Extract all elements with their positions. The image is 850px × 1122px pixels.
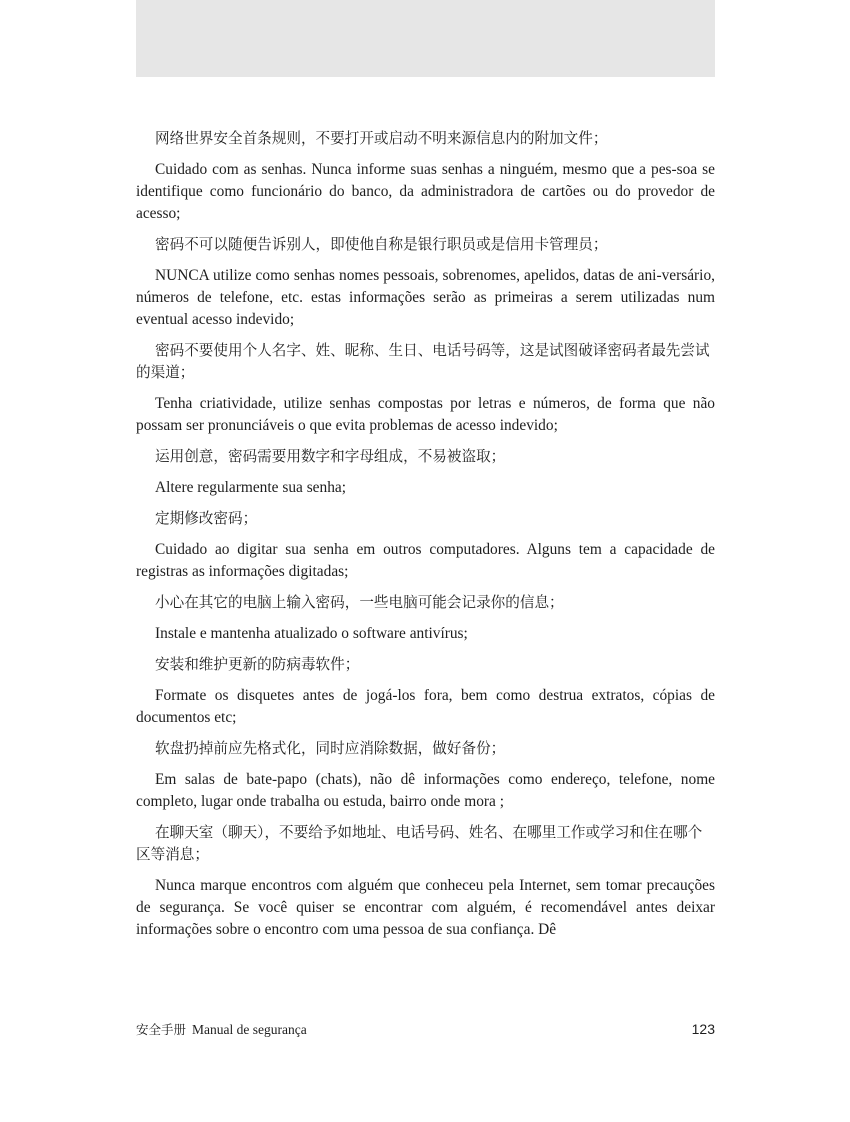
header-band (136, 0, 715, 77)
paragraph-zh: 密码不可以随便告诉别人，即使他自称是银行职员或是信用卡管理员； (155, 236, 608, 253)
page-content (136, 128, 715, 950)
paragraph-zh: 小心在其它的电脑上输入密码，一些电脑可能会记录你的信息； (155, 594, 564, 611)
paragraph-zh: 运用创意，密码需要用数字和字母组成，不易被盗取； (155, 448, 506, 465)
paragraph-zh: 安装和维护更新的防病毒软件； (155, 656, 360, 673)
paragraph-pt: Nunca marque encontros com alguém que conheceu pela Internet, sem tomar precauções de segurança. Se você quiser se encontrar com alguém, é recomendável antes deixar informações sobre o encontro com uma pessoa de sua confiança. Dê (136, 877, 715, 938)
paragraph-zh: 软盘扔掉前应先格式化，同时应消除数据，做好备份； (155, 740, 506, 757)
paragraph-pt: Em salas de bate-papo (chats), não dê informações como endereço, telefone, nome completo, lugar onde trabalha ou estuda, bairro onde mora ; (136, 771, 715, 810)
footer-title (136, 1020, 307, 1038)
paragraph-pt: Altere regularmente sua senha; (155, 479, 347, 496)
paragraph-pt: Cuidado com as senhas. Nunca informe suas senhas a ninguém, mesmo que a pes-soa se identifique como funcionário do banco, da administradora de cartões ou do provedor de acesso; (136, 161, 715, 222)
paragraph-pt: Formate os disquetes antes de jogá-los fora, bem como destrua extratos, cópias de documentos etc; (136, 687, 715, 726)
footer-title-zh: 安全手册 (136, 1022, 187, 1037)
footer-title-pt: Manual de segurança (192, 1022, 307, 1037)
page-number: 123 (691, 1021, 715, 1037)
paragraph-pt: Tenha criatividade, utilize senhas compostas por letras e números, de forma que não possam ser pronunciáveis o que evita problemas de acesso indevido; (136, 395, 715, 434)
paragraph-zh: 网络世界安全首条规则，不要打开或启动不明来源信息内的附加文件； (155, 130, 608, 147)
paragraph-pt: Instale e mantenha atualizado o software antivírus; (155, 625, 468, 642)
paragraph-pt: Cuidado ao digitar sua senha em outros computadores. Alguns tem a capacidade de registras as informações digitadas; (136, 541, 715, 580)
paragraph-zh: 在聊天室（聊天），不要给予如地址、电话号码、姓名、在哪里工作或学习和住在哪个区等消息； (136, 824, 703, 863)
page-footer (136, 1018, 715, 1042)
paragraph-zh: 密码不要使用个人名字、姓、昵称、生日、电话号码等，这是试图破译密码者最先尝试的渠道； (136, 342, 710, 381)
paragraph-pt: NUNCA utilize como senhas nomes pessoais, sobrenomes, apelidos, datas de ani-versário, números de telefone, etc. estas informações serão as primeiras a serem utilizadas num eventual acesso indevido; (136, 267, 715, 328)
paragraph-zh: 定期修改密码； (155, 510, 258, 527)
